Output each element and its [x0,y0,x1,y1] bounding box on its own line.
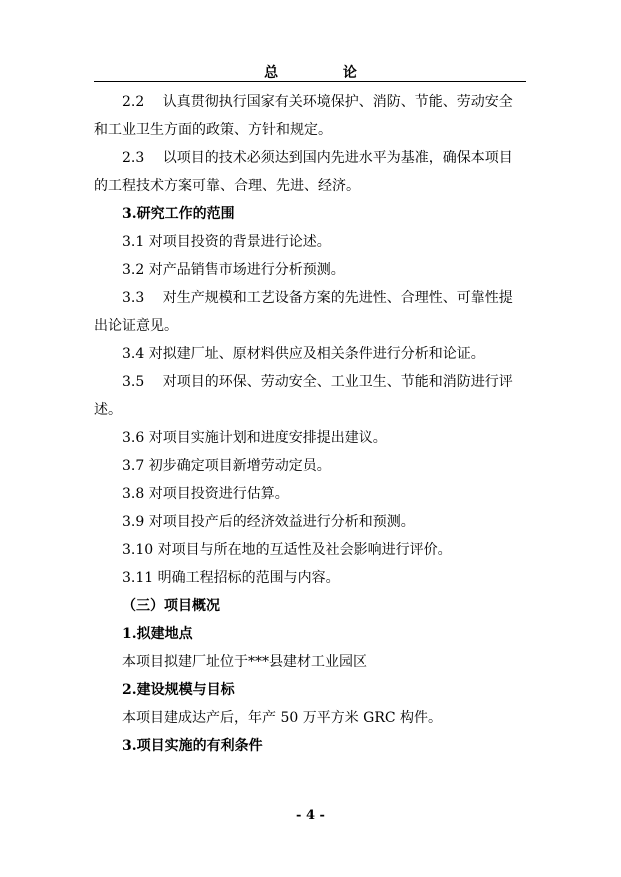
section-heading: 3.研究工作的范围 [122,206,235,222]
section-heading: 2.建设规模与目标 [122,682,235,698]
document-body [94,88,534,760]
body-paragraph-line: 2.2 认真贯彻执行国家有关环境保护、消防、节能、劳动安全 [122,94,513,110]
body-paragraph-line: 3.8 对项目投资进行估算。 [122,486,289,502]
body-paragraph-line: 3.3 对生产规模和工艺设备方案的先进性、合理性、可靠性提 [122,290,513,306]
body-paragraph-line: 3.9 对项目投产后的经济效益进行分析和预测。 [122,514,415,530]
body-paragraph-line: 3.5 对项目的环保、劳动安全、工业卫生、节能和消防进行评 [122,374,513,390]
body-paragraph-line: 3.7 初步确定项目新增劳动定员。 [122,458,331,474]
body-paragraph-line: 出论证意见。 [94,318,178,334]
page-number: - 4 - [296,808,325,823]
header-rule [94,81,526,82]
section-heading: 1.拟建地点 [122,626,193,642]
body-paragraph-line: 和工业卫生方面的政策、方针和规定。 [94,122,332,138]
section-heading: （三）项目概况 [122,598,220,614]
body-paragraph-line: 3.4 对拟建厂址、原材料供应及相关条件进行分析和论证。 [122,346,485,362]
body-paragraph-line: 的工程技术方案可靠、合理、先进、经济。 [94,178,360,194]
body-paragraph-line: 述。 [94,402,122,418]
page-header-title: 总 论 [264,65,387,81]
body-paragraph-line: 本项目拟建厂址位于***县建材工业园区 [122,654,367,670]
body-paragraph-line: 3.6 对项目实施计划和进度安排提出建议。 [122,430,387,446]
body-paragraph-line: 3.10 对项目与所在地的互适性及社会影响进行评价。 [122,542,452,558]
section-heading: 3.项目实施的有利条件 [122,738,263,754]
body-paragraph-line: 3.1 对项目投资的背景进行论述。 [122,234,331,250]
body-paragraph-line: 2.3 以项目的技术必须达到国内先进水平为基准，确保本项目 [122,150,513,166]
body-paragraph-line: 3.11 明确工程招标的范围与内容。 [122,570,340,586]
body-paragraph-line: 3.2 对产品销售市场进行分析预测。 [122,262,345,278]
body-paragraph-line: 本项目建成达产后，年产 50 万平方米 GRC 构件。 [122,710,443,726]
